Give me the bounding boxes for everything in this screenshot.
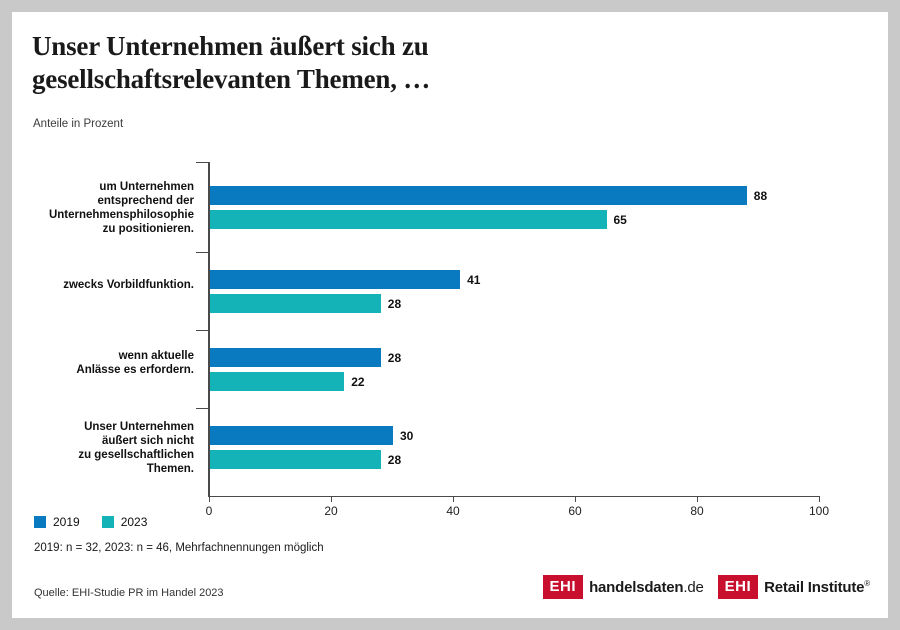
bar-value-2019-4: 30 bbox=[400, 428, 414, 443]
category-label-line: entsprechend der bbox=[97, 195, 194, 207]
logo-text-bold: Retail Institute bbox=[764, 578, 865, 596]
x-tick-4 bbox=[697, 497, 698, 502]
category-label-3 bbox=[14, 349, 210, 377]
category-label-2 bbox=[14, 278, 210, 292]
x-axis-line bbox=[208, 496, 820, 497]
x-tick-5 bbox=[819, 497, 820, 502]
x-tick-1 bbox=[331, 497, 332, 502]
bar-2019-3 bbox=[210, 348, 402, 367]
legend-swatch-2023 bbox=[102, 516, 114, 528]
logo-retail-institute bbox=[718, 575, 870, 599]
x-tick-label-0: 0 bbox=[205, 504, 213, 518]
registered-icon: ® bbox=[864, 578, 870, 588]
category-label-line: wenn aktuelle bbox=[118, 350, 194, 362]
x-tick-label-3: 60 bbox=[568, 504, 582, 518]
bar-2023-1 bbox=[210, 210, 627, 229]
bar-value-2023-2: 28 bbox=[387, 296, 402, 311]
bar-value-2019-2: 41 bbox=[467, 272, 481, 287]
y-tick-2 bbox=[196, 330, 208, 331]
x-tick-3 bbox=[575, 497, 576, 502]
logo-retail-institute-text bbox=[764, 579, 870, 596]
sample-size-note: 2019: n = 32, 2023: n = 46, Mehrfachnennungen möglich bbox=[34, 542, 324, 554]
legend-item-2023 bbox=[102, 515, 148, 529]
chart-subtitle: Anteile in Prozent bbox=[33, 118, 124, 130]
category-label-line: äußert sich nicht bbox=[101, 435, 194, 447]
bar-2023-3 bbox=[210, 372, 365, 391]
y-tick-3 bbox=[196, 408, 208, 409]
chart-legend bbox=[34, 515, 147, 529]
bar-2023-2 bbox=[210, 294, 402, 313]
bar-value-2023-3: 22 bbox=[351, 374, 365, 389]
x-tick-0 bbox=[209, 497, 210, 502]
category-label-line: um Unternehmen bbox=[99, 181, 194, 193]
category-label-line: Anlässe es erfordern. bbox=[76, 364, 194, 376]
ehi-mark-icon: EHI bbox=[543, 575, 584, 599]
y-tick-top bbox=[196, 162, 208, 163]
x-tick-2 bbox=[453, 497, 454, 502]
logo-group bbox=[543, 575, 870, 599]
legend-label-2023: 2023 bbox=[120, 515, 148, 529]
chart-card bbox=[12, 12, 888, 618]
bar-value-2019-3: 28 bbox=[387, 350, 402, 365]
bar-2019-4 bbox=[210, 426, 414, 445]
category-label-4 bbox=[14, 420, 210, 476]
legend-swatch-2019 bbox=[34, 516, 46, 528]
x-tick-label-4: 80 bbox=[690, 504, 704, 518]
chart-plot-area bbox=[33, 152, 853, 518]
category-label-line: Themen. bbox=[146, 463, 194, 475]
logo-text-light: .de bbox=[683, 578, 704, 596]
logo-handelsdaten-text bbox=[589, 579, 704, 596]
bar-value-2023-1: 65 bbox=[613, 212, 627, 227]
category-label-line: zu positionieren. bbox=[102, 223, 194, 235]
x-tick-label-5: 100 bbox=[808, 504, 830, 518]
category-label-line: zu gesellschaftlichen bbox=[78, 449, 194, 461]
category-label-line: Unser Unternehmen bbox=[84, 421, 194, 433]
legend-label-2019: 2019 bbox=[53, 515, 80, 529]
y-tick-1 bbox=[196, 252, 208, 253]
category-label-line: Unternehmensphilosophie bbox=[48, 209, 194, 221]
page-title: Unser Unternehmen äußert sich zu gesellschaftsrelevanten Themen, … bbox=[32, 31, 431, 94]
bar-2023-4 bbox=[210, 450, 402, 469]
logo-text-bold: handelsdaten bbox=[589, 578, 684, 596]
category-label-line: zwecks Vorbildfunktion. bbox=[63, 279, 194, 291]
bar-2019-1 bbox=[210, 186, 768, 205]
category-label-1 bbox=[14, 180, 210, 236]
logo-handelsdaten bbox=[543, 575, 704, 599]
x-tick-label-1: 20 bbox=[324, 504, 338, 518]
bar-2019-2 bbox=[210, 270, 481, 289]
bar-value-2023-4: 28 bbox=[387, 452, 402, 467]
source-note: Quelle: EHI-Studie PR im Handel 2023 bbox=[34, 587, 224, 599]
x-tick-label-2: 40 bbox=[446, 504, 460, 518]
ehi-mark-icon: EHI bbox=[718, 575, 759, 599]
bar-value-2019-1: 88 bbox=[753, 188, 768, 203]
legend-item-2019 bbox=[34, 515, 80, 529]
